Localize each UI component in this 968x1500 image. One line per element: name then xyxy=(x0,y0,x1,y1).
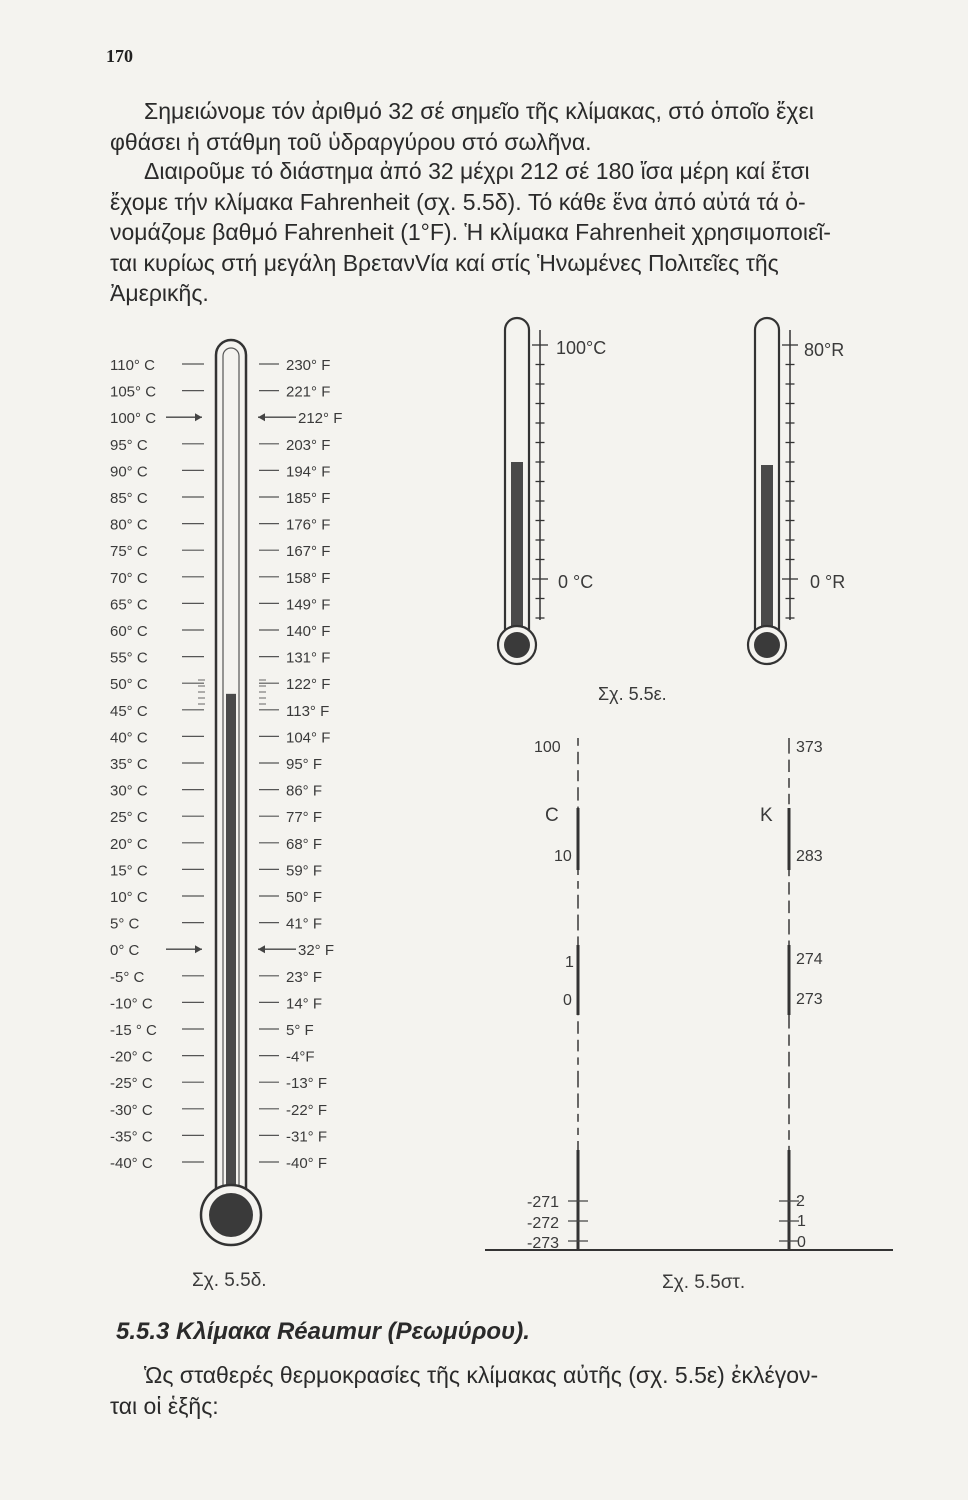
celsius-scale-letter: C xyxy=(545,805,559,826)
reaumur-thermometer-tube xyxy=(755,318,779,630)
figure-caption-5-5st: Σχ. 5.5στ. xyxy=(662,1272,746,1293)
paragraph-2-line: Ἀμερικῆς. xyxy=(110,280,209,306)
celsius-scale-label: 10 xyxy=(554,848,572,865)
celsius-tick-label: -5° C xyxy=(110,968,145,986)
celsius-tick-label: 0° C xyxy=(110,942,140,960)
celsius-tick-label: -20° C xyxy=(110,1048,153,1066)
celsius-tick-label: 20° C xyxy=(110,835,148,853)
paragraph-1 xyxy=(110,96,940,157)
fahrenheit-thermometer-tube xyxy=(216,340,246,1190)
celsius-tick-label: 90° C xyxy=(110,463,148,481)
paragraph-2-line: νομάζομε βαθμό Fahrenheit (1°F). Ἡ κλίμακα Fahrenheit χρησιμοποιεῖ- xyxy=(110,219,831,245)
kelvin-scale-label: 2 xyxy=(796,1193,805,1210)
fahrenheit-tick-label: 140° F xyxy=(286,623,331,640)
fahrenheit-tick-label: -40° F xyxy=(286,1155,328,1172)
arrowhead xyxy=(195,945,202,953)
paragraph-1-line: φθάσει ἡ στάθμη τοῦ ὑδραργύρου στό σωλῆνα. xyxy=(110,128,592,155)
paragraph-2-line: Διαιροῦμε τό διάστημα ἀπό 32 μέχρι 212 σέ 180 ἴσα μέρη καί ἔτσι xyxy=(144,158,810,184)
celsius-tick-label: 85° C xyxy=(110,490,148,507)
fahrenheit-tick-label: 68° F xyxy=(286,835,323,853)
celsius-scale-label: -272 xyxy=(527,1215,560,1232)
fahrenheit-thermometer-inner-bore xyxy=(223,348,239,1200)
figure-5-5d xyxy=(110,340,342,1291)
fahrenheit-tick-label: 95° F xyxy=(286,756,323,773)
celsius-tick-label: 15° C xyxy=(110,862,148,880)
celsius-tick-label: 60° C xyxy=(110,623,148,640)
paragraph-2-line: ἔχομε τήν κλίμακα Fahrenheit (σχ. 5.5δ). Τό κάθε ἕνα ἀπό αὐτά τά ὀ- xyxy=(110,188,806,215)
figure-caption-5-5e: Σχ. 5.5ε. xyxy=(598,684,667,704)
fahrenheit-tick-label: 131° F xyxy=(286,649,331,667)
celsius-tick-label: 95° C xyxy=(110,436,148,454)
fahrenheit-tick-label: -13° F xyxy=(286,1075,328,1093)
paragraph-2-line: ται κυρίως στή μεγάλη ΒρετανVία καί στίς Ἡνωμένες Πολιτεῖες τῆς xyxy=(110,249,779,276)
celsius-tick-label: 105° C xyxy=(110,383,157,401)
fahrenheit-tick-label: 14° F xyxy=(286,995,323,1013)
celsius-tick-label: 65° C xyxy=(110,596,148,614)
celsius-tick-label: 5° C xyxy=(110,915,140,933)
paragraph-1-line: Σημειώνομε τόν ἀριθμό 32 σέ σημεῖο τῆς κλίμακας, στό ὁποῖο ἔχει xyxy=(144,98,814,124)
fahrenheit-tick-label: 59° F xyxy=(286,862,323,880)
thermometer-bulb xyxy=(201,1185,261,1245)
celsius-tick-label: 40° C xyxy=(110,729,148,747)
celsius-tick-label: 70° C xyxy=(110,569,148,587)
fahrenheit-tick-label: 32° F xyxy=(298,942,335,960)
celsius-scale-label: 0 xyxy=(563,992,572,1009)
fahrenheit-tick-label: 194° F xyxy=(286,463,331,481)
fahrenheit-tick-label: 77° F xyxy=(286,809,323,827)
fahrenheit-tick-label: -22° F xyxy=(286,1101,328,1119)
thermometer-bulb-mercury xyxy=(209,1193,253,1237)
celsius-tick-label: -10° C xyxy=(110,995,153,1013)
figure-5-5st xyxy=(485,738,893,1293)
celsius-tick-label: 80° C xyxy=(110,516,148,534)
celsius-tick-label: 10° C xyxy=(110,889,148,906)
fahrenheit-tick-label: 176° F xyxy=(286,516,331,534)
celsius-tick-label: 75° C xyxy=(110,543,148,561)
celsius-mercury-column xyxy=(511,462,523,652)
fahrenheit-tick-label: 86° F xyxy=(286,782,323,800)
celsius-tick-label: 25° C xyxy=(110,809,148,827)
fahrenheit-tick-label: 50° F xyxy=(286,889,323,906)
celsius-tick-label: 55° C xyxy=(110,649,148,667)
celsius-thermometer-tube xyxy=(505,318,529,630)
celsius-tick-label: -15 ° C xyxy=(110,1022,157,1039)
mercury-column xyxy=(226,694,236,1220)
kelvin-scale-label: 1 xyxy=(797,1213,806,1230)
fahrenheit-tick-label: 23° F xyxy=(286,968,323,986)
arrowhead xyxy=(195,413,202,421)
arrowhead xyxy=(258,413,265,421)
fahrenheit-tick-label: 41° F xyxy=(286,915,323,933)
kelvin-scale-label: 283 xyxy=(796,848,823,865)
reaumur-thermometer-bulb-mercury xyxy=(754,632,780,658)
kelvin-scale-label: 373 xyxy=(796,739,823,756)
fahrenheit-tick-label: 212° F xyxy=(298,410,343,428)
kelvin-scale-label: 274 xyxy=(796,951,823,968)
celsius-tick-label: -40° C xyxy=(110,1155,153,1172)
fahrenheit-tick-label: -4°F xyxy=(286,1048,315,1066)
celsius-tick-label: -25° C xyxy=(110,1075,153,1093)
kelvin-scale-letter: K xyxy=(760,805,773,826)
fahrenheit-tick-label: 221° F xyxy=(286,383,331,401)
page-number: 170 xyxy=(106,46,133,66)
celsius-thermometer-bulb xyxy=(498,626,536,664)
reaumur-thermometer-bulb xyxy=(748,626,786,664)
celsius-tick-label: 110° C xyxy=(110,357,155,374)
section-heading: 5.5.3 Κλίμακα Réaumur (Ρεωμύρου). xyxy=(116,1318,530,1345)
fahrenheit-tick-label: 185° F xyxy=(286,490,331,507)
paragraph-3-line: ται οἱ ἑξῆς: xyxy=(110,1392,219,1419)
paragraph-3-line: Ὡς σταθερές θερμοκρασίες τῆς κλίμακας αὐτῆς (σχ. 5.5ε) ἐκλέγον- xyxy=(144,1362,819,1388)
celsius-scale-label: 1 xyxy=(565,954,574,971)
celsius-upper-fixed-point-label: 100°C xyxy=(556,338,607,358)
fahrenheit-tick-label: 122° F xyxy=(286,676,331,694)
reaumur-mercury-column xyxy=(761,465,773,652)
fahrenheit-tick-label: 5° F xyxy=(286,1022,314,1039)
celsius-tick-label: 45° C xyxy=(110,702,148,720)
figure-caption-5-5d: Σχ. 5.5δ. xyxy=(192,1270,267,1291)
celsius-tick-label: -35° C xyxy=(110,1128,153,1146)
fahrenheit-tick-label: 149° F xyxy=(286,596,331,614)
kelvin-scale-label: 0 xyxy=(797,1234,806,1251)
paragraph-2 xyxy=(110,156,940,309)
figure-5-5e xyxy=(498,318,845,704)
fahrenheit-tick-label: 230° F xyxy=(286,357,331,374)
celsius-tick-label: 35° C xyxy=(110,756,148,773)
celsius-tick-label: 50° C xyxy=(110,676,148,694)
celsius-scale-label: -273 xyxy=(527,1235,560,1252)
celsius-thermometer-bulb-mercury xyxy=(504,632,530,658)
celsius-lower-fixed-point-label: 0 °C xyxy=(558,572,594,592)
celsius-tick-label: -30° C xyxy=(110,1101,153,1119)
reaumur-upper-fixed-point-label: 80°R xyxy=(804,340,845,360)
fahrenheit-tick-label: 203° F xyxy=(286,436,331,454)
kelvin-scale-label: 273 xyxy=(796,991,823,1008)
fahrenheit-tick-label: -31° F xyxy=(286,1128,328,1146)
fahrenheit-tick-label: 104° F xyxy=(286,729,331,747)
fahrenheit-tick-label: 167° F xyxy=(286,543,331,561)
celsius-tick-label: 30° C xyxy=(110,782,148,800)
fahrenheit-tick-label: 113° F xyxy=(286,702,330,720)
celsius-tick-label: 100° C xyxy=(110,410,157,428)
fahrenheit-tick-label: 158° F xyxy=(286,569,331,587)
celsius-scale-label: 100 xyxy=(534,739,561,756)
celsius-scale-label: -271 xyxy=(527,1194,560,1211)
paragraph-3 xyxy=(110,1360,940,1421)
arrowhead xyxy=(258,945,265,953)
reaumur-lower-fixed-point-label: 0 °R xyxy=(810,572,846,592)
